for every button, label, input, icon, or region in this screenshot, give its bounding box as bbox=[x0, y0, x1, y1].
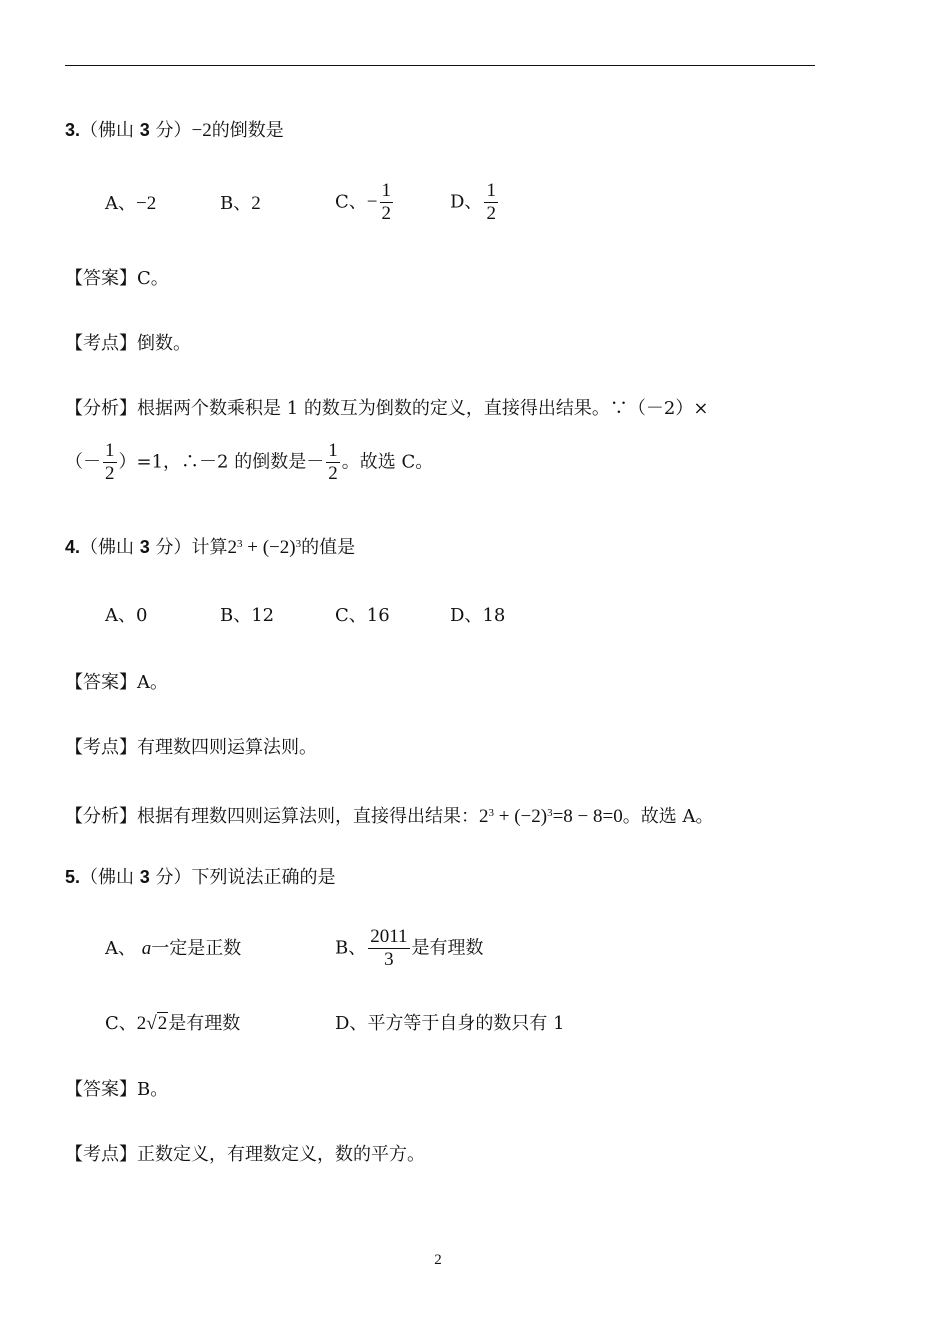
fraction-numerator: 2011 bbox=[370, 926, 408, 947]
option-text: 是有理数 bbox=[168, 1013, 241, 1034]
expr-exponent: 3 bbox=[488, 807, 494, 819]
expr-exponent: 3 bbox=[295, 538, 302, 550]
option-label: A、 bbox=[105, 605, 136, 626]
option-label: B、 bbox=[335, 937, 367, 959]
option-label: D、 bbox=[450, 605, 483, 626]
analysis-text: 。故选 C。 bbox=[341, 451, 434, 473]
q3-source: （佛山 bbox=[80, 120, 135, 141]
analysis-text: ）=1，∴－2 的倒数是－ bbox=[118, 451, 325, 473]
radicand: 2 bbox=[157, 1013, 168, 1034]
fraction-denominator: 2 bbox=[328, 463, 338, 484]
fraction-numerator: 1 bbox=[328, 440, 338, 461]
fraction-denominator: 3 bbox=[384, 949, 394, 970]
answer-value: C。 bbox=[137, 268, 169, 289]
point-label: 【考点】 bbox=[65, 737, 137, 758]
q5-answer bbox=[65, 1078, 168, 1102]
q5-score: 3 bbox=[139, 867, 150, 887]
option-fraction bbox=[380, 180, 394, 225]
point-value: 正数定义，有理数定义，数的平方。 bbox=[137, 1144, 425, 1165]
q5-option-b bbox=[335, 926, 484, 971]
point-value: 有理数四则运算法则。 bbox=[137, 737, 317, 758]
q5-option-d bbox=[335, 1012, 565, 1036]
q3-option-a bbox=[105, 192, 156, 216]
fraction-denominator: 2 bbox=[486, 203, 496, 224]
q3-point bbox=[65, 332, 191, 356]
option-value: 0 bbox=[136, 605, 148, 626]
q3-score-unit: 分） bbox=[155, 120, 192, 141]
option-label: D、 bbox=[450, 191, 483, 213]
option-text: 一定是正数 bbox=[151, 938, 242, 959]
q4-score-unit: 分）计算 bbox=[155, 537, 228, 558]
q4-option-b bbox=[220, 604, 274, 628]
analysis-expression bbox=[479, 806, 623, 827]
q5-option-a bbox=[105, 937, 241, 961]
option-value: 16 bbox=[366, 605, 390, 626]
q3-option-c bbox=[335, 180, 395, 225]
answer-value: B。 bbox=[137, 1079, 169, 1100]
q5-question-text: 分）下列说法正确的是 bbox=[155, 867, 336, 888]
page-number: 2 bbox=[434, 1252, 442, 1268]
option-fraction bbox=[484, 180, 498, 225]
point-label: 【考点】 bbox=[65, 1144, 137, 1165]
q5-stem bbox=[65, 865, 336, 890]
q5-option-c bbox=[105, 1012, 240, 1036]
option-text: 是有理数 bbox=[411, 937, 484, 959]
fraction-numerator: 1 bbox=[105, 440, 115, 461]
q4-option-d bbox=[450, 604, 505, 628]
q5-number: 5. bbox=[65, 867, 81, 887]
expr-part: + (−2) bbox=[494, 806, 548, 827]
option-label: C、 bbox=[105, 1013, 137, 1034]
q3-stem bbox=[65, 118, 284, 143]
expr-exponent: 3 bbox=[237, 538, 243, 550]
option-label: C、 bbox=[335, 605, 367, 626]
expr-part: + (−2) bbox=[242, 537, 296, 558]
answer-label: 【答案】 bbox=[65, 268, 137, 289]
expr-part: 2 bbox=[227, 537, 237, 558]
q4-point bbox=[65, 736, 317, 760]
q4-stem bbox=[65, 532, 355, 560]
q3-option-d bbox=[450, 180, 500, 225]
answer-value: A。 bbox=[137, 672, 168, 693]
point-label: 【考点】 bbox=[65, 333, 137, 354]
option-value: 2 bbox=[251, 193, 261, 214]
q3-question-text: 的倒数是 bbox=[211, 120, 284, 141]
fraction-denominator: 2 bbox=[105, 463, 115, 484]
q4-answer bbox=[65, 671, 168, 695]
q4-question-text: 的值是 bbox=[301, 537, 356, 558]
q3-analysis-line-1 bbox=[65, 397, 708, 421]
expr-exponent: 3 bbox=[547, 807, 553, 819]
expr-part: 2 bbox=[479, 806, 489, 827]
option-coefficient: 2 bbox=[136, 1013, 147, 1034]
q4-source: （佛山 bbox=[80, 537, 135, 558]
q4-option-c bbox=[335, 604, 390, 628]
option-text: 平方等于自身的数只有 1 bbox=[367, 1013, 565, 1034]
q4-score: 3 bbox=[139, 537, 150, 557]
answer-label: 【答案】 bbox=[65, 1079, 137, 1100]
analysis-text: 。故选 A。 bbox=[622, 806, 714, 827]
option-fraction bbox=[368, 926, 409, 971]
analysis-label: 【分析】 bbox=[65, 398, 137, 419]
q5-point bbox=[65, 1143, 425, 1167]
option-label: A、 bbox=[105, 938, 136, 959]
analysis-text: （－ bbox=[65, 451, 101, 473]
fraction-denominator: 2 bbox=[381, 203, 391, 224]
q5-source: （佛山 bbox=[80, 867, 135, 888]
q4-number: 4. bbox=[65, 537, 81, 557]
answer-label: 【答案】 bbox=[65, 672, 137, 693]
q4-option-a bbox=[105, 604, 147, 628]
option-label: A、 bbox=[105, 193, 136, 214]
option-label: C、 bbox=[335, 191, 367, 213]
analysis-fraction-2 bbox=[326, 440, 340, 485]
fraction-numerator: 1 bbox=[486, 180, 496, 201]
expr-part: =8 − 8=0 bbox=[552, 806, 623, 827]
q3-answer bbox=[65, 267, 169, 291]
sqrt-symbol: √2 bbox=[146, 1013, 168, 1034]
q4-expression bbox=[228, 537, 302, 558]
point-value: 倒数。 bbox=[137, 333, 191, 354]
q3-option-b bbox=[220, 192, 261, 216]
option-label: B、 bbox=[220, 193, 252, 214]
option-sign: − bbox=[366, 191, 378, 213]
q3-number: 3. bbox=[65, 120, 81, 140]
q3-score: 3 bbox=[139, 120, 150, 140]
header-rule bbox=[65, 65, 815, 66]
option-label: D、 bbox=[335, 1013, 368, 1034]
analysis-label: 【分析】 bbox=[65, 806, 137, 827]
option-variable: a bbox=[141, 938, 152, 959]
analysis-fraction bbox=[103, 440, 117, 485]
analysis-text: 根据有理数四则运算法则，直接得出结果： bbox=[137, 806, 479, 827]
option-value: 12 bbox=[251, 605, 275, 626]
option-value: 18 bbox=[482, 605, 506, 626]
q3-expression: −2 bbox=[191, 120, 212, 141]
q4-analysis bbox=[65, 801, 713, 829]
q3-analysis-line-2 bbox=[65, 440, 433, 485]
option-value: −2 bbox=[136, 193, 157, 214]
analysis-text: 根据两个数乘积是 1 的数互为倒数的定义，直接得出结果。∵（－2）× bbox=[137, 398, 709, 419]
fraction-numerator: 1 bbox=[381, 180, 391, 201]
option-label: B、 bbox=[220, 605, 252, 626]
